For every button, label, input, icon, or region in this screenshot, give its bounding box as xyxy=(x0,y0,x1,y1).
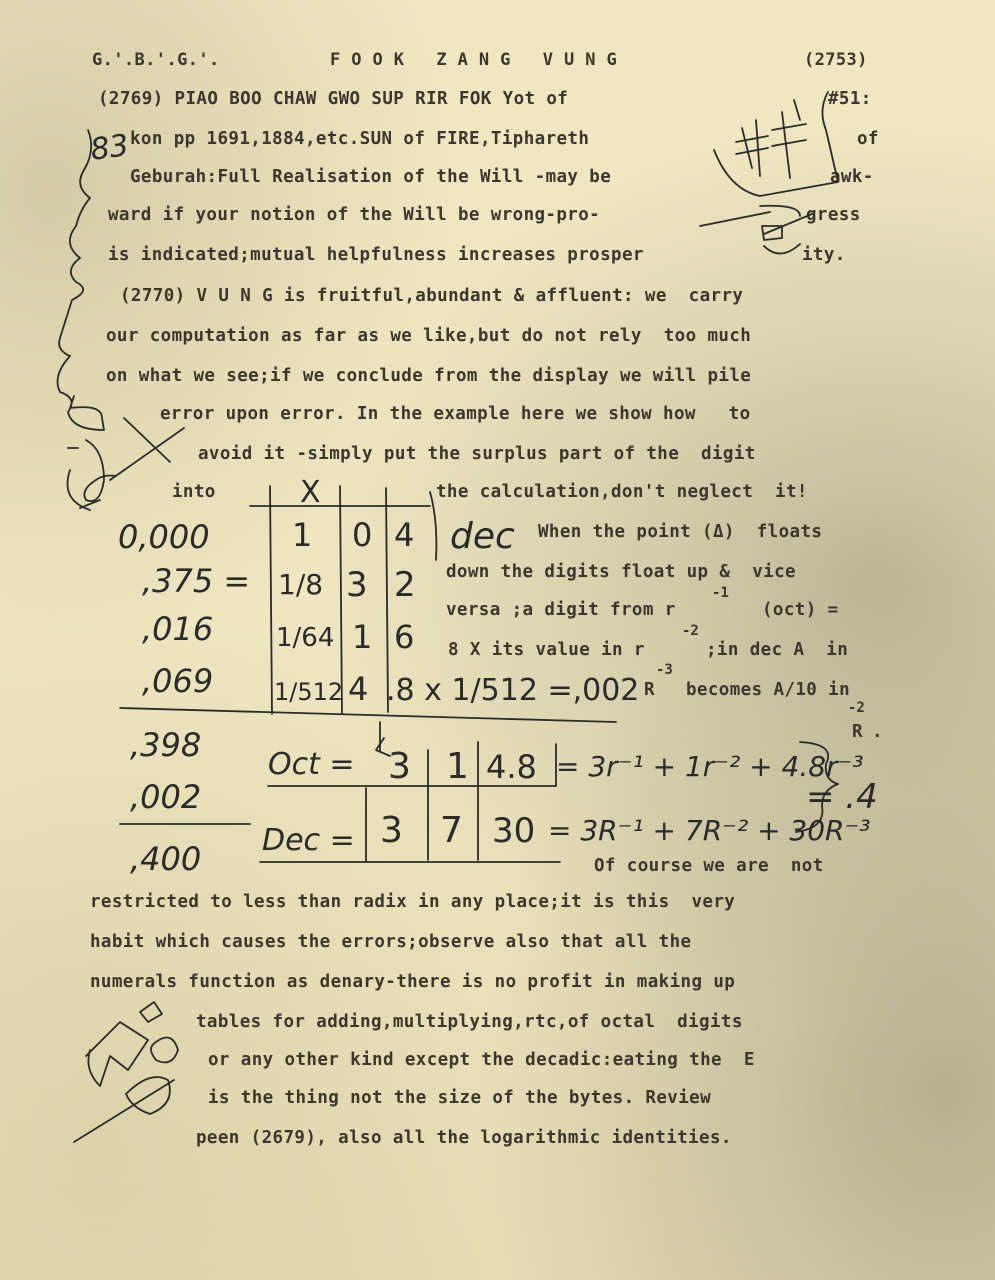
table-cell: 4 xyxy=(394,516,415,554)
table-cell: .8 x 1/512 =,002 xyxy=(386,673,640,708)
typed-line: of xyxy=(857,129,879,149)
margin-scribble xyxy=(74,1002,178,1142)
typed-line: or any other kind except the decadic:eating the E xyxy=(208,1050,755,1070)
typed-line: (2770) V U N G is fruitful,abundant & affluent: we carry xyxy=(120,286,744,306)
margin-number: 83 xyxy=(88,127,131,168)
table-cell: 1 xyxy=(292,516,313,554)
table-cell: 4 xyxy=(348,670,369,708)
typed-line: gress xyxy=(806,205,861,225)
table-cell: 6 xyxy=(394,618,415,656)
sum-value: ,398 xyxy=(130,726,202,764)
table-cell: 1/512 xyxy=(274,678,344,706)
table-cell: 0 xyxy=(352,516,373,554)
typed-line: 8 X its value in r xyxy=(448,640,645,660)
typed-line: is the thing not the size of the bytes. Review xyxy=(208,1088,712,1108)
table-cell: 1 xyxy=(352,618,373,656)
typed-line: our computation as far as we like,but do not rely too much xyxy=(106,326,752,346)
dec-digit: 30 xyxy=(492,811,536,851)
typed-line: Geburah:Full Realisation of the Will -may be xyxy=(130,167,612,187)
typed-line: numerals function as denary-there is no profit in making up xyxy=(90,972,736,992)
row-label: ,016 xyxy=(142,610,214,648)
table-header-x: X xyxy=(300,475,321,510)
typed-line: R xyxy=(852,722,863,742)
exponent: -1 xyxy=(712,585,729,601)
typed-line: ity. xyxy=(802,245,846,265)
table-cell: 1/8 xyxy=(278,568,324,601)
typed-line: down the digits float up & vice xyxy=(446,562,796,582)
typed-line: peen (2679), also all the logarithmic identities. xyxy=(196,1128,732,1148)
exponent: -2 xyxy=(682,623,699,639)
typed-line: #51: xyxy=(828,89,872,109)
typed-line: When the point (Δ) floats xyxy=(538,522,823,542)
dec-digit: 3 xyxy=(380,810,403,851)
typed-line: becomes A/10 in xyxy=(686,680,851,700)
typed-line: Of course we are not xyxy=(594,856,824,876)
dec-label: dec xyxy=(450,516,515,557)
typed-line: R xyxy=(644,680,655,700)
typed-line: awk- xyxy=(830,167,874,187)
typed-line: habit which causes the errors;observe also that all the xyxy=(90,932,692,952)
brace-result: = .4 xyxy=(806,777,878,817)
sum-value: ,400 xyxy=(130,840,202,878)
table-cell: 1/64 xyxy=(276,623,335,653)
typed-line: ward if your notion of the Will be wrong-pro- xyxy=(108,205,601,225)
typed-line: kon pp 1691,1884,etc.SUN of FIRE,Tiphareth xyxy=(130,129,590,149)
typed-line: the calculation,don't neglect it! xyxy=(436,482,808,502)
oct-digit: 3 xyxy=(388,746,411,787)
header-left: G.'.B.'.G.'. xyxy=(92,50,220,70)
typed-line: on what we see;if we conclude from the display we will pile xyxy=(106,366,752,386)
oct-digit: 4.8 xyxy=(486,748,537,786)
typed-line: versa ;a digit from r xyxy=(446,600,676,620)
margin-zigzag xyxy=(58,130,104,510)
oct-expression: = 3r⁻¹ + 1r⁻² + 4.8r⁻³ xyxy=(556,750,864,783)
typed-line: . xyxy=(872,722,883,742)
row-label: 0,000 xyxy=(118,518,210,556)
header-page-number: (2753) xyxy=(804,50,868,70)
margin-glyph-icon xyxy=(700,92,838,254)
oct-label: Oct = xyxy=(268,747,355,782)
typed-line: is indicated;mutual helpfulness increases prosper xyxy=(108,245,644,265)
dec-expression: = 3R⁻¹ + 7R⁻² + 30R⁻³ xyxy=(548,814,871,847)
typed-line: restricted to less than radix in any place;it is this very xyxy=(90,892,736,912)
sum-value: ,002 xyxy=(130,778,202,816)
typed-line: avoid it -simply put the surplus part of the digit xyxy=(198,444,756,464)
typed-line: tables for adding,multiplying,rtc,of octal digits xyxy=(196,1012,743,1032)
table-cell: 3 xyxy=(346,565,368,605)
typed-line: into xyxy=(172,482,216,502)
typed-line: error upon error. In the example here we show how to xyxy=(160,404,751,424)
typed-line: ;in dec A in xyxy=(706,640,849,660)
dec-digit: 7 xyxy=(440,810,463,851)
header-title: F O O K Z A N G V U N G xyxy=(330,50,618,70)
row-label: ,375 = xyxy=(142,562,251,600)
typed-line: (2769) PIAO BOO CHAW GWO SUP RIR FOK Yot of xyxy=(98,89,569,109)
table-cell: 2 xyxy=(394,565,416,605)
oct-digit: 1 xyxy=(446,746,469,787)
typed-line: (oct) = xyxy=(762,600,839,620)
row-label: ,069 xyxy=(142,662,214,700)
dec-row-label: Dec = xyxy=(262,823,355,858)
exponent: -2 xyxy=(848,700,865,716)
exponent: -3 xyxy=(656,662,673,678)
